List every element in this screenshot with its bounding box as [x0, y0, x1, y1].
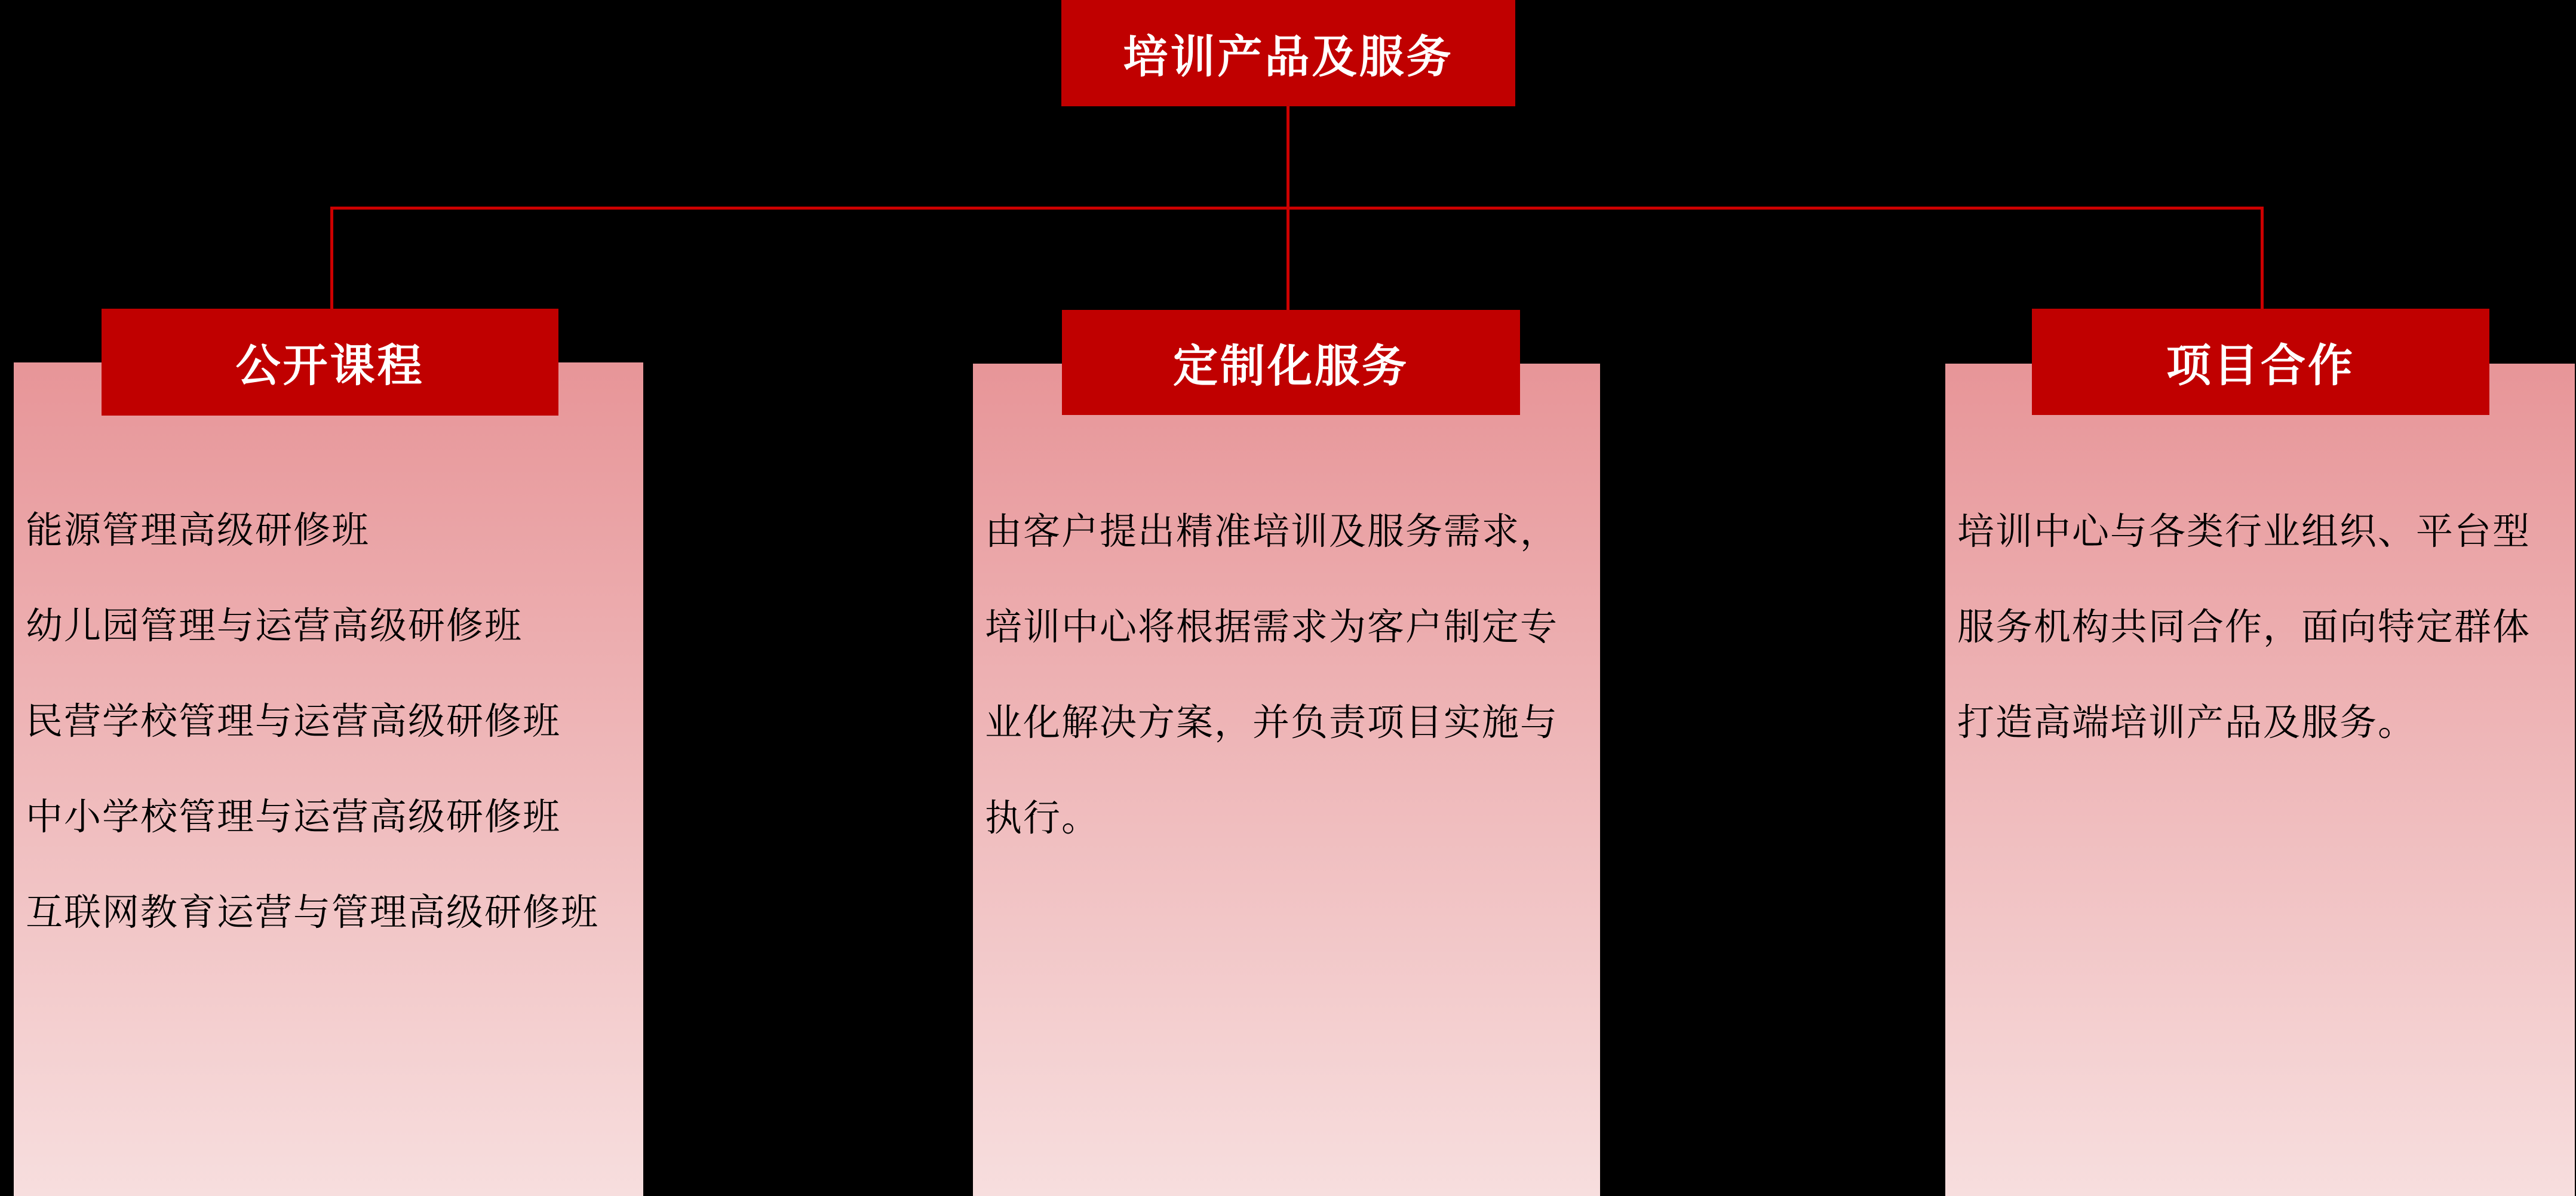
branch-header-label: 定制化服务	[1172, 340, 1409, 391]
branch-header-label: 公开课程	[235, 340, 425, 391]
connector-horizontal-line	[331, 207, 2263, 210]
branch-header-customized-services	[1062, 310, 1520, 415]
branch-panel-text	[26, 483, 637, 961]
description-line: 服务机构共同合作，面向特定群体	[1957, 607, 2531, 648]
description-line: 打造高端培训产品及服务。	[1957, 702, 2417, 743]
description-line: 执行。	[985, 798, 1100, 839]
description-line: 培训中心将根据需求为客户制定专	[985, 607, 1559, 648]
course-list-item: 互联网教育运营与管理高级研修班	[26, 892, 600, 933]
branch-panel-project-cooperation	[1945, 364, 2575, 1196]
course-list-item: 中小学校管理与运营高级研修班	[26, 797, 561, 838]
root-node-label: 培训产品及服务	[1123, 31, 1454, 82]
description-line: 由客户提出精准培训及服务需求，	[985, 511, 1559, 552]
course-list-item: 幼儿园管理与运营高级研修班	[26, 605, 523, 647]
branch-panel-customized-services	[973, 364, 1600, 1196]
description-line: 业化解决方案，并负责项目实施与	[985, 702, 1559, 743]
root-node-box	[1061, 0, 1515, 106]
course-list-item: 能源管理高级研修班	[26, 510, 370, 551]
branch-panel-text	[1957, 484, 2569, 771]
branch-header-project-cooperation	[2032, 309, 2489, 415]
branch-header-label: 项目合作	[2166, 340, 2355, 391]
branch-header-public-courses	[102, 309, 558, 416]
description-line: 培训中心与各类行业组织、平台型	[1957, 511, 2531, 552]
course-list-item: 民营学校管理与运营高级研修班	[26, 701, 561, 742]
connector-left-vertical-line	[330, 207, 333, 310]
connector-right-vertical-line	[2261, 207, 2264, 310]
branch-panel-public-courses	[14, 362, 643, 1196]
branch-panel-text	[985, 484, 1594, 866]
